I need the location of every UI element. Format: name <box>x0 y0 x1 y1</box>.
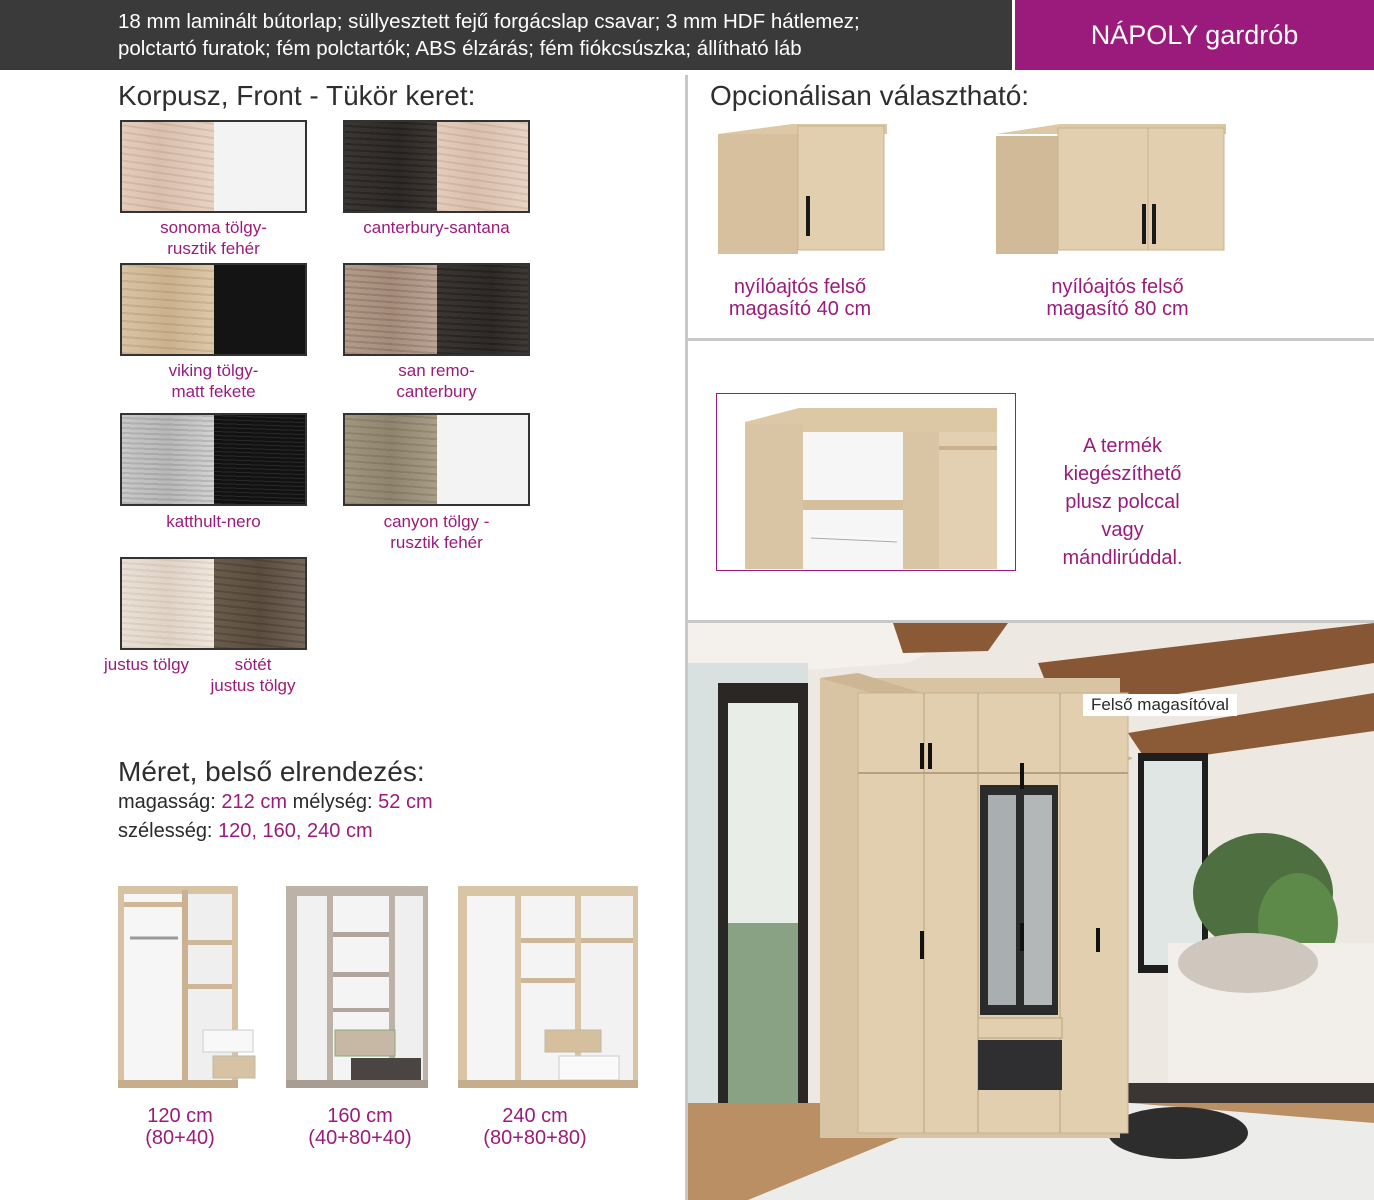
swatch-label-line: rusztik fehér <box>167 239 260 258</box>
size-value: 120 cm <box>147 1105 213 1127</box>
swatch-right <box>214 559 306 648</box>
size-caption-120 <box>105 1105 255 1149</box>
extra-line: plusz polccal <box>1065 491 1180 513</box>
swatch-sanremo-canterbury[interactable] <box>343 263 530 356</box>
dimensions-line-2 <box>118 820 373 843</box>
size-combo: (80+40) <box>145 1127 215 1149</box>
opcio-caption-40 <box>700 276 900 320</box>
extra-line: mándlirúddal. <box>1062 547 1183 569</box>
swatch-right <box>214 122 306 211</box>
swatch-canyon-rusztik[interactable] <box>343 413 530 506</box>
top-extension-40-image <box>712 120 890 265</box>
swatch-label-line: matt fekete <box>171 382 256 401</box>
swatch-label-line: canyon tölgy - <box>383 512 490 531</box>
swatch-label-line: sonoma tölgy- <box>160 218 267 237</box>
szelesseg-value: 120, 160, 240 cm <box>218 820 373 842</box>
swatch-label-line: canterbury-santana <box>363 218 510 237</box>
swatch-label-line: san remo- <box>398 361 475 380</box>
melyseg-label: mélység: <box>292 791 373 813</box>
swatch-left <box>345 122 437 211</box>
spec-text <box>118 8 998 62</box>
swatch-right <box>437 122 529 211</box>
swatch-label-line: katthult-nero <box>166 512 261 531</box>
swatch-left <box>122 415 214 504</box>
swatch-canterbury-santana[interactable] <box>343 120 530 213</box>
extra-line: vagy <box>1101 519 1144 541</box>
top-extension-80-image <box>990 120 1230 265</box>
swatch-label <box>333 360 540 402</box>
extra-shelf-text <box>1030 432 1215 572</box>
caption-line: magasító 40 cm <box>728 298 872 320</box>
room-photo-illustration <box>688 623 1374 1200</box>
korpusz-heading: Korpusz, Front - Tükör keret: <box>118 80 476 111</box>
swatch-label <box>333 511 540 553</box>
swatch-katthult-nero[interactable] <box>120 413 307 506</box>
swatch-left <box>345 265 437 354</box>
swatch-label <box>333 217 540 238</box>
swatch-label-line: justus tölgy <box>210 676 296 695</box>
opcio-heading: Opcionálisan választható: <box>710 80 1030 111</box>
wardrobe-120-image <box>115 880 260 1095</box>
size-combo: (40+80+40) <box>308 1127 412 1149</box>
swatch-left <box>345 415 437 504</box>
swatch-right <box>437 415 529 504</box>
swatch-right <box>214 265 306 354</box>
swatch-justus[interactable] <box>120 557 307 650</box>
swatch-label <box>110 511 317 532</box>
extra-line: kiegészíthető <box>1063 463 1182 485</box>
wardrobe-240-image <box>455 880 645 1095</box>
swatch-viking-fekete[interactable] <box>120 263 307 356</box>
swatch-label-line: viking tölgy- <box>168 361 259 380</box>
opcio-caption-80 <box>1010 276 1225 320</box>
justus-right-label <box>200 654 306 696</box>
swatch-label <box>110 217 317 259</box>
extra-line: A termék <box>1083 435 1162 457</box>
caption-line: nyílóajtós felső <box>1051 276 1184 298</box>
horizontal-divider-1 <box>688 338 1374 341</box>
size-caption-160 <box>280 1105 440 1149</box>
size-caption-240 <box>455 1105 615 1149</box>
dimensions-line-1 <box>118 791 433 814</box>
size-value: 240 cm <box>502 1105 568 1127</box>
szelesseg-label: szélesség: <box>118 820 213 842</box>
swatch-right <box>214 415 306 504</box>
swatch-sonoma-rusztik[interactable] <box>120 120 307 213</box>
swatch-label <box>110 360 317 402</box>
magassag-label: magasság: <box>118 791 216 813</box>
wardrobe-160-image <box>283 880 433 1095</box>
caption-line: nyílóajtós felső <box>733 276 867 298</box>
magassag-value: 212 cm <box>221 791 287 813</box>
justus-left-label: justus tölgy <box>104 655 190 674</box>
swatch-label-line: canterbury <box>396 382 477 401</box>
extra-shelf-image <box>717 394 1014 569</box>
size-value: 160 cm <box>327 1105 393 1127</box>
swatch-right <box>437 265 529 354</box>
spec-line-1: 18 mm laminált bútorlap; süllyesztett fejű forgácslap csavar; 3 mm HDF hátlemez; <box>118 10 860 33</box>
spec-line-2: polctartó furatok; fém polctartók; ABS élzárás; fém fiókcsúszka; állítható láb <box>118 37 802 60</box>
size-combo: (80+80+80) <box>483 1127 587 1149</box>
swatch-left <box>122 559 214 648</box>
product-title: NÁPOLY gardrób <box>1015 0 1374 70</box>
extra-shelf-frame <box>716 393 1016 571</box>
melyseg-value: 52 cm <box>378 791 433 813</box>
room-photo <box>688 623 1374 1200</box>
swatch-label-line: rusztik fehér <box>390 533 483 552</box>
swatch-label-line: sötét <box>234 655 272 674</box>
swatch-left <box>122 122 214 211</box>
photo-label: Felső magasítóval <box>1083 694 1237 716</box>
caption-line: magasító 80 cm <box>1046 298 1189 320</box>
swatch-left <box>122 265 214 354</box>
meret-heading: Méret, belső elrendezés: <box>118 756 425 787</box>
